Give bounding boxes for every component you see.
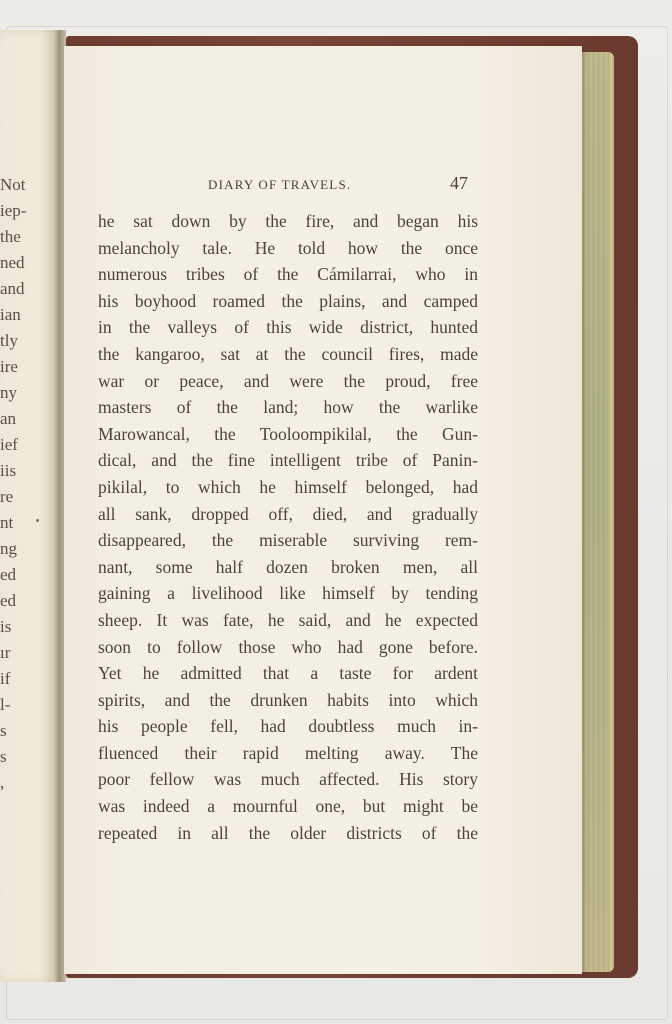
- text-line: was indeed a mournful one, but might be: [98, 796, 478, 817]
- left-page-fragment: ,: [0, 773, 5, 792]
- text-line: he sat down by the fire, and began his: [98, 211, 478, 231]
- left-page-fragment: s: [0, 721, 7, 740]
- text-line: repeated in all the older districts of the: [98, 822, 478, 843]
- text-line: numerous tribes of the Cámilarrai, who in: [98, 264, 478, 285]
- left-page-fragment: the: [0, 227, 21, 246]
- text-line: spirits, and the drunken habits into which: [98, 689, 478, 710]
- left-page-fragment: ng: [0, 539, 17, 558]
- left-page-fragment: nt: [0, 513, 14, 532]
- text-line: gaining a livelihood like himself by tending: [98, 583, 478, 604]
- left-page-fragment: and: [0, 279, 25, 298]
- left-page-fragment: l-: [0, 695, 11, 714]
- left-page-fragment: ed: [0, 565, 17, 584]
- left-page-fragment: ır: [0, 643, 11, 662]
- text-line: the kangaroo, sat at the council fires, made: [98, 343, 478, 364]
- left-page-fragment: if: [0, 669, 11, 688]
- left-page-fragment: iis: [0, 461, 17, 480]
- left-page-fragment: ire: [0, 357, 18, 376]
- left-page-fragment: ny: [0, 383, 17, 402]
- left-page-fragment: ian: [0, 305, 21, 324]
- left-page-fragment: Not: [0, 175, 26, 194]
- text-line: Yet he admitted that a taste for ardent: [98, 663, 478, 684]
- text-line: war or peace, and were the proud, free: [98, 370, 478, 391]
- left-page-fragment: iep-: [0, 201, 27, 220]
- left-page-fragment: tly: [0, 331, 18, 350]
- text-line: masters of the land; how the warlike: [98, 397, 478, 418]
- text-line: Marowancal, the Tooloompikilal, the Gun-: [98, 423, 478, 444]
- text-line: his boyhood roamed the plains, and camped: [98, 290, 478, 311]
- text-line: melancholy tale. He told how the once: [98, 237, 478, 258]
- text-line: in the valleys of this wide district, hunted: [98, 317, 478, 338]
- page-speck: [36, 519, 39, 522]
- left-page-fragment: re: [0, 487, 14, 506]
- text-line: his people fell, had doubtless much in-: [98, 716, 478, 737]
- left-page-fragment: ned: [0, 253, 25, 272]
- text-line: fluenced their rapid melting away. The: [98, 742, 478, 763]
- page-number: 47: [450, 173, 468, 193]
- text-line: nant, some half dozen broken men, all: [98, 556, 478, 577]
- left-page-fragment: is: [0, 617, 12, 636]
- text-line: poor fellow was much affected. His story: [98, 769, 478, 790]
- text-line: soon to follow those who had gone before.: [98, 636, 478, 657]
- text-line: disappeared, the miserable surviving rem-: [98, 530, 478, 551]
- left-page-fragment: ief: [0, 435, 18, 454]
- running-head: DIARY OF TRAVELS.: [208, 177, 352, 192]
- body-text: [98, 208, 478, 846]
- text-line: pikilal, to which he himself belonged, had: [98, 476, 478, 497]
- left-page-fragment: an: [0, 409, 17, 428]
- text-line: sheep. It was fate, he said, and he expected: [98, 609, 478, 630]
- left-page-fragment: s: [0, 747, 7, 766]
- left-page-fragment: ed: [0, 591, 17, 610]
- left-facing-page: [0, 30, 56, 982]
- text-line: all sank, dropped off, died, and gradually: [98, 503, 478, 524]
- text-line: dical, and the fine intelligent tribe of Panin-: [98, 450, 478, 471]
